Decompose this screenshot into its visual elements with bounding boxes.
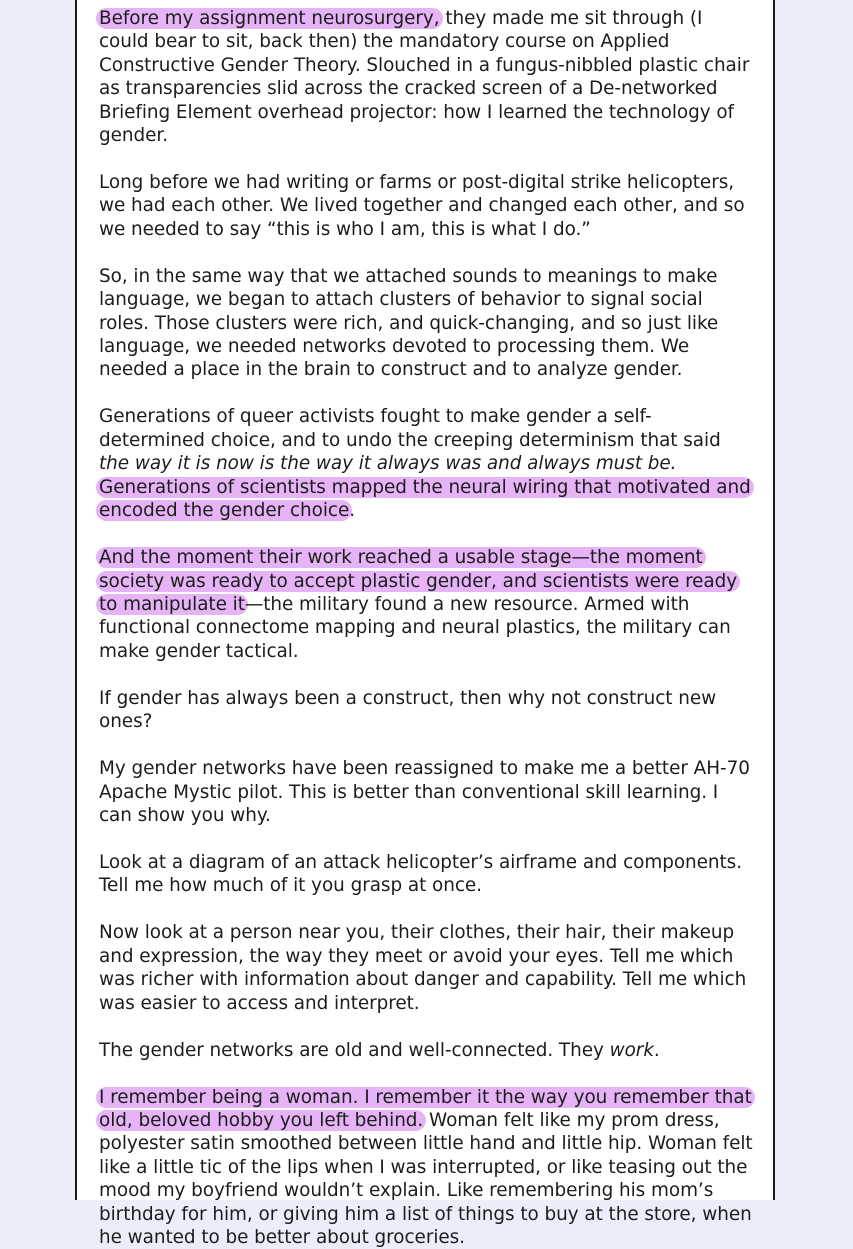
paragraph-text: So, in the same way that we attached sounds to meanings to make language, we began to attach clusters of behavior to signal social roles. Those clusters were rich, and quick-changing, and so just like language, we needed networks devoted to processing them. We needed a place in the brain to construct and to analyze gender.: [99, 265, 719, 381]
paragraph-6: [99, 687, 753, 734]
paragraph-text: If gender has always been a construct, then why not construct new ones?: [99, 687, 717, 733]
paragraph-9: [99, 921, 753, 1015]
paragraph-4: [99, 405, 753, 522]
italic-text: the way it is now is the way it always was and always must be.: [99, 453, 677, 475]
paragraph-text: Look at a diagram of an attack helicopter’s airframe and components. Tell me how much of it you grasp at once.: [99, 851, 743, 897]
paragraph-end: .: [349, 500, 356, 522]
paragraph-3: [99, 265, 753, 382]
paragraph-text: My gender networks have been reassigned to make me a better AH-70 Apache Mystic pilot. This is better than conventional skill learning. I can show you why.: [99, 758, 750, 826]
document-page: [75, 0, 775, 1248]
paragraph-1: [99, 7, 753, 147]
paragraph-2: [99, 171, 753, 241]
paragraph-text: they made me sit through (I could bear to sit, back then) the mandatory course on Applied Constructive Gender Theory. Slouched in a fungus-nibbled plastic chair as transparencies slid across the cracked screen of a De-networked Briefing Element overhead projector: how I learned the technology of gender.: [99, 8, 750, 147]
paragraph-10: [99, 1039, 753, 1062]
paragraph-text: Woman felt like my prom dress, polyester satin smoothed between little hand and little hip. Woman felt like a little tic of the lips when I was interrupted, or like teasing out the mood my boyfriend wouldn’t explain. Like remembering his mom’s birthday for him, or giving him a list of things to buy at the store, when he wanted to be better about groceries.: [99, 1109, 753, 1248]
paragraph-11: [99, 1086, 753, 1249]
document-body: [99, 7, 753, 1249]
paragraph-text: The gender networks are old and well-connected. They: [99, 1039, 610, 1061]
paragraph-end: .: [653, 1039, 660, 1061]
paragraph-text: Now look at a person near you, their clothes, their hair, their makeup and expression, the way they meet or avoid your eyes. Tell me which was richer with information about danger and capability. Tell me which was easier to access and interpret.: [99, 922, 747, 1014]
paragraph-text: —the military found a new resource. Armed with functional connectome mapping and neural plastics, the military can make gender tactical.: [99, 593, 731, 662]
highlight: I remember being a woman. I remember it the way you remember that old, beloved hobby you left behind.: [96, 1087, 755, 1131]
italic-text: work: [609, 1039, 654, 1061]
paragraph-7: [99, 757, 753, 827]
highlight: Before my assignment neurosurgery,: [96, 8, 443, 29]
paragraph-text: Generations of queer activists fought to make gender a self-determined choice, and to undo the creeping determinism that said: [99, 406, 721, 451]
paragraph-5: [99, 546, 753, 663]
paragraph-8: [99, 851, 753, 898]
paragraph-text: Long before we had writing or farms or post-digital strike helicopters, we had each other. We lived together and changed each other, and so we needed to say “this is who I am, this is what I do.”: [99, 172, 745, 240]
highlight: And the moment their work reached a usable stage—the moment society was ready to accept plastic gender, and scientists were ready to manipulate it: [96, 547, 740, 615]
highlight: Generations of scientists mapped the neural wiring that motivated and encoded the gender choice: [96, 477, 754, 521]
